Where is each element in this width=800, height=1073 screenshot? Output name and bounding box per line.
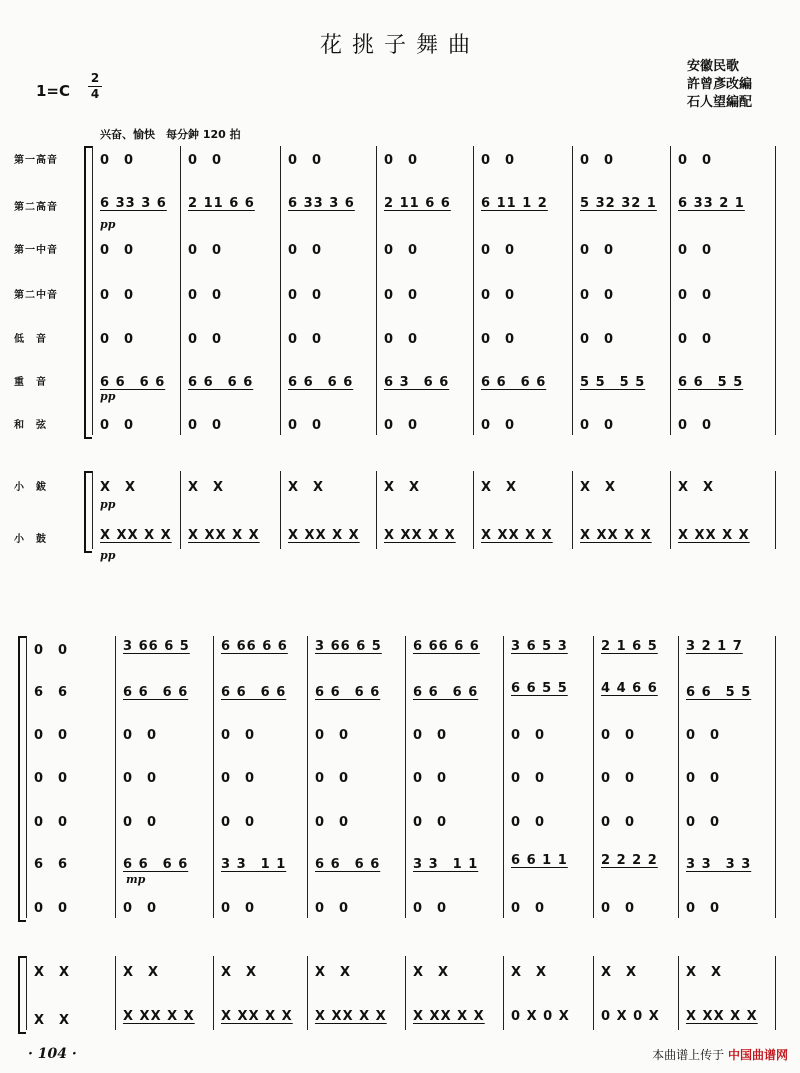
system1-note-r1-m4: 6 11 1 2 xyxy=(481,196,548,211)
system1-note-r2-m2: 0 0 xyxy=(288,243,323,258)
time-numerator: 2 xyxy=(90,71,100,85)
system2-barline-perc-8 xyxy=(775,956,776,1030)
system2-note-r0-m1: 3 66 6 5 xyxy=(123,639,190,654)
system2-note-r3-m2: 0 0 xyxy=(221,771,256,786)
system2-note-r2-m2: 0 0 xyxy=(221,728,256,743)
system2-note-r8-m4: X XX X X xyxy=(413,1009,485,1024)
system2-note-r1-m5: 6 6 5 5 xyxy=(511,681,568,696)
system2-note-r8-m3: X XX X X xyxy=(315,1009,387,1024)
part-label-4: 低 音 xyxy=(14,334,47,345)
system1-note-r4-m1: 0 0 xyxy=(188,332,223,347)
system2-note-r6-m1: 0 0 xyxy=(123,901,158,916)
system2-barline-perc-3 xyxy=(307,956,308,1030)
system1-note-r3-m6: 0 0 xyxy=(678,288,713,303)
system2-note-r3-m1: 0 0 xyxy=(123,771,158,786)
system1-note-r1-m3: 2 11 6 6 xyxy=(384,196,451,211)
system2-brace-main xyxy=(18,636,26,922)
system2-note-r5-m2: 3 3 1 1 xyxy=(221,857,287,872)
system2-note-r4-m5: 0 0 xyxy=(511,815,546,830)
part-label-7: 小 鈸 xyxy=(14,482,47,493)
system1-note-r7-m5: X X xyxy=(580,480,617,495)
system1-note-r6-m3: 0 0 xyxy=(384,418,419,433)
system1-note-r5-m3: 6 3 6 6 xyxy=(384,375,450,390)
system1-note-r0-m5: 0 0 xyxy=(580,153,615,168)
system1-barline-perc-7 xyxy=(775,471,776,549)
system2-note-r6-m7: 0 0 xyxy=(686,901,721,916)
system2-note-r4-m1: 0 0 xyxy=(123,815,158,830)
system2-barline-2 xyxy=(213,636,214,918)
system2-note-r3-m7: 0 0 xyxy=(686,771,721,786)
system2-note-r1-m4: 6 6 6 6 xyxy=(413,685,479,700)
system1-barline-perc-6 xyxy=(670,471,671,549)
system1-note-r3-m1: 0 0 xyxy=(188,288,223,303)
system1-note-r2-m0: 0 0 xyxy=(100,243,135,258)
system1-note-r0-m1: 0 0 xyxy=(188,153,223,168)
part-label-3: 第二中音 xyxy=(14,290,58,301)
system1-note-r1-m2: 6 33 3 6 xyxy=(288,196,355,211)
footer-text: 本曲谱上传于 xyxy=(652,1048,725,1062)
footer-brand: 中国曲谱网 xyxy=(727,1048,788,1062)
system1-note-r6-m5: 0 0 xyxy=(580,418,615,433)
system2-note-r8-m6: 0 X 0 X xyxy=(601,1009,660,1024)
system1-note-r7-m1: X X xyxy=(188,480,225,495)
system1-note-r1-m6: 6 33 2 1 xyxy=(678,196,745,211)
system1-barline-perc-4 xyxy=(473,471,474,549)
part-label-2: 第一中音 xyxy=(14,245,58,256)
dynamic-pp-voice2: pp xyxy=(100,218,116,231)
system2-barline-5 xyxy=(503,636,504,918)
system1-note-r5-m4: 6 6 6 6 xyxy=(481,375,547,390)
system2-note-r4-m4: 0 0 xyxy=(413,815,448,830)
system2-note-r3-m3: 0 0 xyxy=(315,771,350,786)
system1-barline-7 xyxy=(775,146,776,435)
credit-orchestrator: 石人望編配 xyxy=(686,95,752,110)
system2-note-r8-m2: X XX X X xyxy=(221,1009,293,1024)
system1-barline-0 xyxy=(92,146,93,435)
system1-note-r6-m2: 0 0 xyxy=(288,418,323,433)
system2-note-r5-m3: 6 6 6 6 xyxy=(315,857,381,872)
system2-barline-6 xyxy=(593,636,594,918)
system1-note-r4-m0: 0 0 xyxy=(100,332,135,347)
system1-note-r7-m3: X X xyxy=(384,480,421,495)
system1-note-r1-m1: 2 11 6 6 xyxy=(188,196,255,211)
system2-note-r0-m7: 3 2 1 7 xyxy=(686,639,743,654)
system2-barline-perc-2 xyxy=(213,956,214,1030)
system1-note-r4-m4: 0 0 xyxy=(481,332,516,347)
system2-note-r1-m7: 6 6 5 5 xyxy=(686,685,752,700)
system2-note-r5-m4: 3 3 1 1 xyxy=(413,857,479,872)
system2-note-r7-m2: X X xyxy=(221,965,258,980)
system2-note-r0-m5: 3 6 5 3 xyxy=(511,639,568,654)
system2-note-r0-m6: 2 1 6 5 xyxy=(601,639,658,654)
system2-note-r5-m7: 3 3 3 3 xyxy=(686,857,752,872)
system1-note-r5-m6: 6 6 5 5 xyxy=(678,375,744,390)
system2-note-r8-m5: 0 X 0 X xyxy=(511,1009,570,1024)
system1-note-r5-m5: 5 5 5 5 xyxy=(580,375,646,390)
system2-barline-perc-6 xyxy=(593,956,594,1030)
system1-note-r2-m5: 0 0 xyxy=(580,243,615,258)
system2-note-r2-m6: 0 0 xyxy=(601,728,636,743)
system1-note-r8-m3: X XX X X xyxy=(384,528,456,543)
part-label-6: 和 弦 xyxy=(14,420,47,431)
system1-note-r0-m0: 0 0 xyxy=(100,153,135,168)
system2-barline-perc-7 xyxy=(678,956,679,1030)
system1-note-r1-m5: 5 32 32 1 xyxy=(580,196,657,211)
dynamic-mp-accent: mp xyxy=(126,873,146,886)
system1-brace-perc xyxy=(84,471,92,553)
system2-note-r8-m0: X X xyxy=(34,1013,71,1028)
dynamic-pp-cymbal: pp xyxy=(100,498,116,511)
system2-note-r7-m4: X X xyxy=(413,965,450,980)
system2-note-r0-m3: 3 66 6 5 xyxy=(315,639,382,654)
system1-note-r8-m4: X XX X X xyxy=(481,528,553,543)
system1-barline-1 xyxy=(180,146,181,435)
system2-note-r6-m2: 0 0 xyxy=(221,901,256,916)
system1-barline-perc-1 xyxy=(180,471,181,549)
key-signature: 1=C xyxy=(36,82,71,100)
system1-note-r0-m2: 0 0 xyxy=(288,153,323,168)
system1-note-r8-m2: X XX X X xyxy=(288,528,360,543)
dynamic-pp-accent: pp xyxy=(100,390,116,403)
system1-note-r3-m4: 0 0 xyxy=(481,288,516,303)
system2-note-r2-m7: 0 0 xyxy=(686,728,721,743)
dynamic-pp-drum: pp xyxy=(100,549,116,562)
system2-note-r3-m4: 0 0 xyxy=(413,771,448,786)
system1-note-r3-m0: 0 0 xyxy=(100,288,135,303)
system1-note-r4-m6: 0 0 xyxy=(678,332,713,347)
system1-note-r5-m0: 6 6 6 6 xyxy=(100,375,166,390)
system1-note-r4-m3: 0 0 xyxy=(384,332,419,347)
system1-note-r6-m0: 0 0 xyxy=(100,418,135,433)
system2-note-r4-m3: 0 0 xyxy=(315,815,350,830)
system2-note-r7-m1: X X xyxy=(123,965,160,980)
system2-note-r4-m7: 0 0 xyxy=(686,815,721,830)
system1-note-r6-m6: 0 0 xyxy=(678,418,713,433)
system1-note-r6-m1: 0 0 xyxy=(188,418,223,433)
system1-barline-5 xyxy=(572,146,573,435)
system1-note-r7-m6: X X xyxy=(678,480,715,495)
system2-barline-perc-5 xyxy=(503,956,504,1030)
credits xyxy=(687,58,752,112)
part-label-1: 第二高音 xyxy=(14,202,58,213)
system2-note-r5-m1: 6 6 6 6 xyxy=(123,857,189,872)
system2-note-r2-m4: 0 0 xyxy=(413,728,448,743)
score-title: 花挑子舞曲 xyxy=(319,33,480,58)
system1-barline-4 xyxy=(473,146,474,435)
system2-note-r3-m0: 0 0 xyxy=(34,771,69,786)
part-label-8: 小 鼓 xyxy=(14,534,47,545)
system2-note-r6-m6: 0 0 xyxy=(601,901,636,916)
system2-note-r2-m3: 0 0 xyxy=(315,728,350,743)
system1-note-r8-m0: X XX X X xyxy=(100,528,172,543)
system2-barline-perc-4 xyxy=(405,956,406,1030)
system1-barline-perc-3 xyxy=(376,471,377,549)
system2-note-r5-m0: 6 6 xyxy=(34,857,69,872)
page-number: · 104 · xyxy=(28,1046,77,1062)
system2-note-r5-m5: 6 6 1 1 xyxy=(511,853,568,868)
system2-note-r7-m5: X X xyxy=(511,965,548,980)
time-signature xyxy=(88,72,102,101)
system1-note-r7-m2: X X xyxy=(288,480,325,495)
credit-arranger: 許曾彥改編 xyxy=(686,77,752,92)
system1-note-r1-m0: 6 33 3 6 xyxy=(100,196,167,211)
system2-note-r7-m3: X X xyxy=(315,965,352,980)
system2-note-r4-m6: 0 0 xyxy=(601,815,636,830)
system1-note-r2-m6: 0 0 xyxy=(678,243,713,258)
system2-note-r4-m0: 0 0 xyxy=(34,815,69,830)
system2-barline-1 xyxy=(115,636,116,918)
system2-note-r6-m5: 0 0 xyxy=(511,901,546,916)
credit-origin: 安徽民歌 xyxy=(686,59,739,74)
system2-note-r3-m6: 0 0 xyxy=(601,771,636,786)
system2-barline-8 xyxy=(775,636,776,918)
system1-note-r8-m6: X XX X X xyxy=(678,528,750,543)
system2-note-r6-m0: 0 0 xyxy=(34,901,69,916)
time-denominator: 4 xyxy=(90,87,100,101)
system1-note-r2-m3: 0 0 xyxy=(384,243,419,258)
system2-barline-7 xyxy=(678,636,679,918)
system2-note-r4-m2: 0 0 xyxy=(221,815,256,830)
system2-note-r6-m4: 0 0 xyxy=(413,901,448,916)
system1-barline-perc-2 xyxy=(280,471,281,549)
system2-barline-perc-1 xyxy=(115,956,116,1030)
system1-barline-perc-5 xyxy=(572,471,573,549)
system2-note-r8-m7: X XX X X xyxy=(686,1009,758,1024)
system1-note-r6-m4: 0 0 xyxy=(481,418,516,433)
system2-note-r7-m6: X X xyxy=(601,965,638,980)
system1-note-r3-m2: 0 0 xyxy=(288,288,323,303)
system1-note-r0-m6: 0 0 xyxy=(678,153,713,168)
system2-note-r6-m3: 0 0 xyxy=(315,901,350,916)
system1-note-r4-m2: 0 0 xyxy=(288,332,323,347)
system1-note-r7-m0: X X xyxy=(100,480,137,495)
part-label-0: 第一高音 xyxy=(14,155,58,166)
system1-note-r0-m3: 0 0 xyxy=(384,153,419,168)
system1-brace-main xyxy=(84,146,92,439)
system2-note-r0-m0: 0 0 xyxy=(34,643,69,658)
system2-note-r1-m3: 6 6 6 6 xyxy=(315,685,381,700)
system1-note-r7-m4: X X xyxy=(481,480,518,495)
system2-brace-perc xyxy=(18,956,26,1034)
system2-note-r3-m5: 0 0 xyxy=(511,771,546,786)
system2-note-r7-m7: X X xyxy=(686,965,723,980)
system2-note-r2-m1: 0 0 xyxy=(123,728,158,743)
system1-barline-6 xyxy=(670,146,671,435)
system2-note-r2-m5: 0 0 xyxy=(511,728,546,743)
system1-note-r8-m5: X XX X X xyxy=(580,528,652,543)
system2-note-r7-m0: X X xyxy=(34,965,71,980)
system2-note-r1-m0: 6 6 xyxy=(34,685,69,700)
system2-note-r1-m1: 6 6 6 6 xyxy=(123,685,189,700)
system2-note-r2-m0: 0 0 xyxy=(34,728,69,743)
system1-note-r5-m1: 6 6 6 6 xyxy=(188,375,254,390)
system1-note-r3-m3: 0 0 xyxy=(384,288,419,303)
part-label-5: 重 音 xyxy=(14,377,47,388)
system1-note-r0-m4: 0 0 xyxy=(481,153,516,168)
footer-watermark xyxy=(652,1046,788,1063)
system2-note-r8-m1: X XX X X xyxy=(123,1009,195,1024)
system1-note-r4-m5: 0 0 xyxy=(580,332,615,347)
system2-barline-perc-0 xyxy=(26,956,27,1030)
system2-note-r0-m4: 6 66 6 6 xyxy=(413,639,480,654)
system1-barline-3 xyxy=(376,146,377,435)
system2-barline-4 xyxy=(405,636,406,918)
tempo-marking: 兴奋、愉快 每分鈡 120 拍 xyxy=(100,128,241,141)
system1-note-r2-m4: 0 0 xyxy=(481,243,516,258)
system2-note-r1-m2: 6 6 6 6 xyxy=(221,685,287,700)
system1-note-r2-m1: 0 0 xyxy=(188,243,223,258)
system2-barline-3 xyxy=(307,636,308,918)
system1-barline-perc-0 xyxy=(92,471,93,549)
system1-note-r8-m1: X XX X X xyxy=(188,528,260,543)
system1-barline-2 xyxy=(280,146,281,435)
system2-note-r1-m6: 4 4 6 6 xyxy=(601,681,658,696)
system2-barline-0 xyxy=(26,636,27,918)
system1-note-r3-m5: 0 0 xyxy=(580,288,615,303)
system2-note-r5-m6: 2 2 2 2 xyxy=(601,853,658,868)
system1-note-r5-m2: 6 6 6 6 xyxy=(288,375,354,390)
system2-note-r0-m2: 6 66 6 6 xyxy=(221,639,288,654)
